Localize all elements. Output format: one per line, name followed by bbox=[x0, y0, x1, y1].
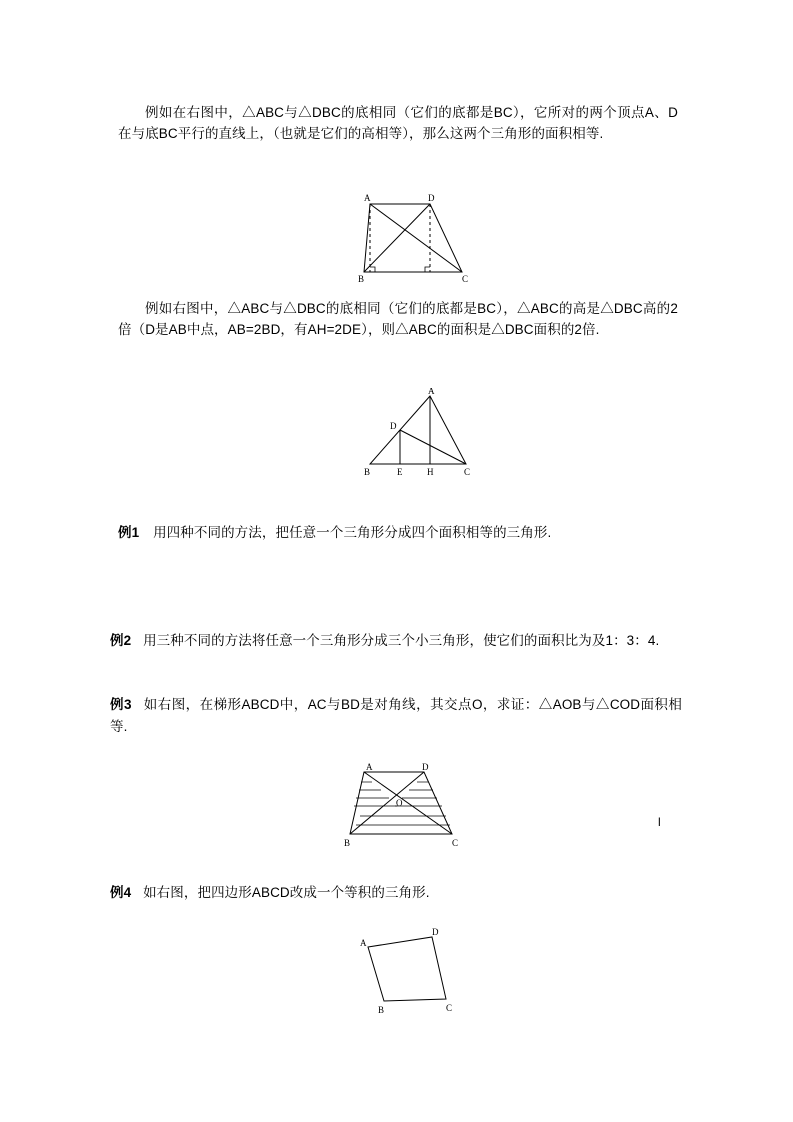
svg-text:A: A bbox=[360, 938, 367, 948]
example-4-label: 例4 bbox=[110, 885, 132, 900]
svg-text:A: A bbox=[366, 762, 373, 772]
example-1 bbox=[118, 522, 688, 543]
example-2-label: 例2 bbox=[110, 633, 132, 648]
svg-text:B: B bbox=[358, 274, 365, 284]
example-3-text: 如右图，在梯形ABCD中，AC与BD是对角线，其交点O，求证：△AOB与△COD面积相等. bbox=[110, 697, 682, 734]
svg-text:C: C bbox=[446, 1003, 453, 1013]
stray-mark: l bbox=[658, 815, 661, 829]
svg-text:D: D bbox=[422, 762, 429, 772]
svg-text:B: B bbox=[344, 838, 351, 848]
figure-trapezoid-abcd-with-diagonals bbox=[352, 192, 482, 284]
example-4-text: 如右图，把四边形ABCD改成一个等积的三角形. bbox=[143, 885, 430, 900]
example-4 bbox=[110, 882, 682, 904]
svg-text:C: C bbox=[464, 467, 471, 477]
svg-text:B: B bbox=[378, 1005, 385, 1015]
example-1-text: 用四种不同的方法，把任意一个三角形分成四个面积相等的三角形. bbox=[153, 525, 552, 540]
svg-text:O: O bbox=[396, 798, 403, 808]
example-1-label: 例1 bbox=[118, 525, 140, 540]
example-2 bbox=[110, 630, 682, 652]
figure-quadrilateral-abcd bbox=[348, 925, 468, 1015]
svg-text:B: B bbox=[364, 467, 371, 477]
svg-text:A: A bbox=[364, 193, 371, 203]
svg-text:D: D bbox=[390, 421, 397, 431]
paragraph-1: 例如在右图中，△ABC与△DBC的底相同（它们的底都是BC），它所对的两个顶点A、D在与底BC平行的直线上，（也就是它们的高相等），那么这两个三角形的面积相等. bbox=[118, 105, 678, 141]
example-2-text: 用三种不同的方法将任意一个三角形分成三个小三角形，使它们的面积比为及1：3：4. bbox=[143, 633, 660, 648]
svg-text:E: E bbox=[397, 467, 403, 477]
example-3 bbox=[110, 694, 682, 738]
svg-text:C: C bbox=[462, 274, 469, 284]
paragraph-2: 例如右图中，△ABC与△DBC的底相同（它们的底都是BC），△ABC的高是△DBC高的2倍（D是AB中点，AB=2BD，有AH=2DE），则△ABC的面积是△DBC面积的2倍. bbox=[118, 301, 678, 337]
svg-text:H: H bbox=[427, 467, 434, 477]
svg-text:D: D bbox=[428, 193, 435, 203]
svg-text:C: C bbox=[452, 838, 459, 848]
figure-trapezoid-abcd-diagonals-shaded bbox=[340, 762, 470, 852]
svg-text:D: D bbox=[432, 927, 439, 937]
example-3-label: 例3 bbox=[110, 697, 132, 712]
figure-triangle-abc-with-midpoint-d bbox=[358, 388, 478, 478]
svg-text:A: A bbox=[428, 388, 435, 396]
